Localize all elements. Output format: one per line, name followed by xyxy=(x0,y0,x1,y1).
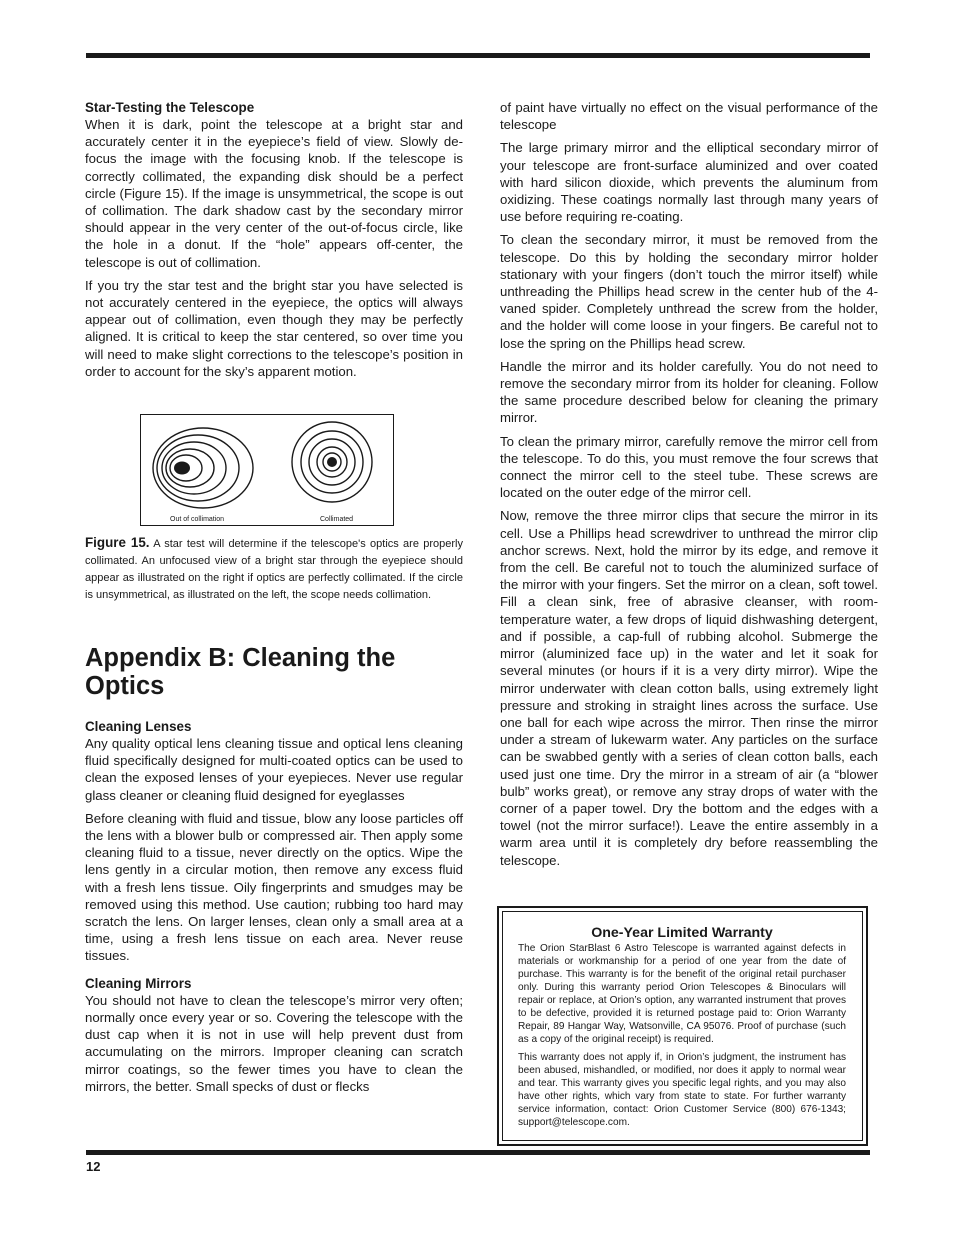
figure-15 xyxy=(140,414,394,526)
right-paragraph-1: of paint have virtually no effect on the visual performance of the telescope xyxy=(500,100,878,133)
right-column xyxy=(500,99,878,875)
cleaning-lenses-heading: Cleaning Lenses xyxy=(85,719,192,735)
warranty-box xyxy=(497,906,868,1146)
figure-caption-text: A star test will determine if the telescope's optics are properly collimated. An unfocused view of a bright star through the eyepiece should appear as illustrated on the right if optics are perfectly collimated. If the circle is unsymmetrical, as illustrated on the left, the scope needs collimation. xyxy=(85,538,463,602)
figure-caption-title: Figure 15. xyxy=(85,535,150,551)
cleaning-mirrors-heading: Cleaning Mirrors xyxy=(85,975,192,991)
right-paragraph-4: Handle the mirror and its holder carefully. You do not need to remove the secondary mirror from its holder for cleaning. Follow the same procedure described below for cleaning the primary mirror. xyxy=(500,358,878,426)
centered-shadow xyxy=(327,457,337,467)
star-test-paragraph-2: If you try the star test and the bright star you have selected is not accurately centered in the eyepiece, the optics will always appear out of collimation, even though they may be perfectly aligned. It is critical to keep the star centered, so over time you will need to make slight corrections to the telescope’s position in order to account for the sky’s apparent motion. xyxy=(85,277,463,379)
cleaning-mirrors-paragraph-1: You should not have to clean the telescope’s mirror very often; normally once every year or so. Covering the telescope with the dust cap when it is not in use will help prevent dust from accumulating on the mirrors. Improper cleaning can scratch mirror coatings, so the fewer times you have to clean the mirrors, the better. Small specks of dust or flecks xyxy=(85,992,463,1094)
collimation-diagram xyxy=(141,415,393,525)
appendix-title: Appendix B: Cleaning the Optics xyxy=(85,644,396,701)
right-paragraph-3: To clean the secondary mirror, it must be removed from the telescope. Do this by holding the secondary mirror holder stationary with your fingers (don’t touch the mirror itself) while unthreading the Phillips head screw in the center hub of the 4-vaned spider. Completely unthread the screw from the holder, and the holder will come loose in your fingers. Be careful not to lose the spring on the Phillips head screw. xyxy=(500,232,878,351)
right-paragraph-5: To clean the primary mirror, carefully remove the mirror cell from the telescope. To do this, you must remove the four screws that connect the mirror cell to the steel tube. These screws are located on the outer edge of the mirror cell. xyxy=(500,433,878,501)
label-out-of-collimation: Out of collimation xyxy=(170,516,225,524)
figure-caption xyxy=(85,534,463,604)
warranty-paragraph-1: The Orion StarBlast 6 Astro Telescope is warranted against defects in materials or workmanship for a period of one year from the date of purchase. This warranty is for the benefit of the original retail purchaser only. During this warranty period Orion Telescopes & Binoculars will repair or replace, at Orion’s option, any warranted instrument that proves to be defective, provided it is returned postage paid to: Orion Warranty Repair, 89 Hangar Way, Watsonville, CA 95076. Proof of purchase (such as a copy of the original receipt) is required. xyxy=(518,943,846,1045)
right-paragraph-2: The large primary mirror and the elliptical secondary mirror of your telescope are front-surface aluminized and over coated with hard silicon dioxide, which prevents the aluminum from oxidizing. These coatings normally last through many years of use before requiring re-coating. xyxy=(500,140,878,225)
right-paragraph-6: Now, remove the three mirror clips that secure the mirror in its cell. Use a Phillips head screwdriver to unthread the mirror clip anchor screws. Next, hold the mirror by its edge, and remove it from the cell. Be careful not to touch the aluminized surface of the mirror with your fingers. Set the mirror on a clean, soft towel. Fill a clean sink, free of abrasive cleanser, with room-temperature water, a few drops of liquid dishwashing detergent, and if possible, a cap-full of rubbing alcohol. Submerge the mirror (aluminized face up) in the water and let it soak for several minutes (or hours if it is a very dirty mirror). Wipe the mirror underwater with clean cotton balls, using extremely light pressure and stroking in straight lines across the surface. Use one ball for each wipe across the mirror. Then rinse the mirror under a stream of lukewarm water. Any particles on the surface can be swabbed gently with a series of clean cotton balls, each used just one time. Dry the mirror in a stream of air (a “blower bulb” works great), or remove any stray drops of water with the corner of a paper towel. Dry the bottom and the edges with a towel (not the mirror surface!). Leave the entire assembly in a warm area until it is completely dry before reassembling the telescope. xyxy=(500,508,878,868)
star-test-heading: Star-Testing the Telescope xyxy=(85,100,255,115)
top-rule xyxy=(86,53,870,58)
page-number: 12 xyxy=(86,1159,101,1174)
label-collimated: Collimated xyxy=(320,516,354,524)
warranty-paragraph-2: This warranty does not apply if, in Orion’s judgment, the instrument has been abused, mishandled, or modified, nor does it apply to normal wear and tear. This warranty gives you specific legal rights, and you may also have other rights, which vary from state to state. For further warranty service information, contact: Orion Customer Service (800) 676-1343; support@telescope.com. xyxy=(518,1052,846,1128)
warranty-title: One-Year Limited Warranty xyxy=(591,925,773,941)
star-test-paragraph-1: When it is dark, point the telescope at a bright star and accurately center it in the eyepiece’s field of view. Slowly de-focus the image with the focusing knob. If the telescope is correctly collimated, the expanding disk should be a perfect circle (Figure 15). If the image is unsymmetrical, the scope is out of collimation. The dark shadow cast by the secondary mirror should appear in the very center of the out-of-focus circle, like the hole in a donut. If the “hole” appears off-center, the telescope is out of collimation. xyxy=(85,117,463,270)
cleaning-lenses-paragraph-1: Any quality optical lens cleaning tissue and optical lens cleaning fluid specifically designed for multi-coated optics can be used to clean the exposed lenses of your eyepieces. Never use regular glass cleaner or cleaning fluid designed for eyeglasses xyxy=(85,736,463,803)
off-center-shadow xyxy=(174,462,190,475)
cleaning-lenses-paragraph-2: Before cleaning with fluid and tissue, blow any loose particles off the lens with a blower bulb or compressed air. Then apply some cleaning fluid to a tissue, never directly on the optics. Wipe the lens gently in a circular motion, then remove any excess fluid with a fresh lens tissue. Oily fingerprints and smudges may be removed using this method. Use caution; rubbing too hard may scratch the lens. On larger lenses, clean only a small area at a time, using a fresh lens tissue on each area. Never reuse tissues. xyxy=(85,810,463,964)
bottom-rule xyxy=(86,1150,870,1155)
out-of-collimation-rings xyxy=(153,428,253,508)
left-column xyxy=(85,99,463,1101)
